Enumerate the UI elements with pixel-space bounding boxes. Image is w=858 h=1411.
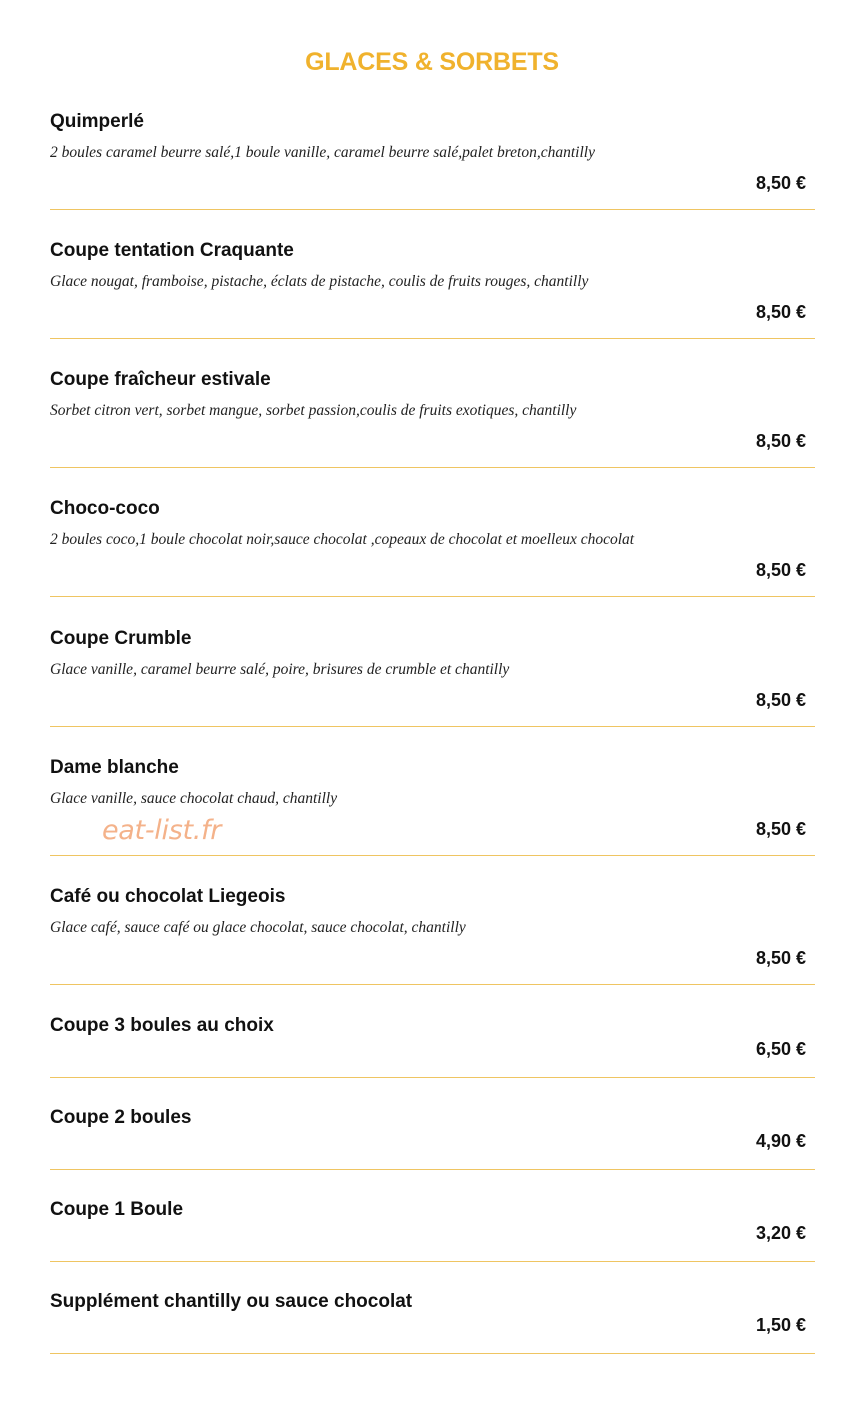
menu-item-quimperle <box>50 111 815 210</box>
item-description: 2 boules caramel beurre salé,1 boule vanille, caramel beurre salé,palet breton,chantilly <box>50 144 595 161</box>
item-price: 4,90 € <box>755 1131 806 1151</box>
menu-title: GLACES & SORBETS <box>305 48 559 76</box>
item-name: Café ou chocolat Liegeois <box>50 886 286 907</box>
item-description: Glace vanille, caramel beurre salé, poire, brisures de crumble et chantilly <box>50 661 510 678</box>
menu-item-cafe-ou-chocolat-liegeois <box>50 886 815 985</box>
item-description: Sorbet citron vert, sorbet mangue, sorbet passion,coulis de fruits exotiques, chantilly <box>50 402 577 419</box>
menu-item-coupe-2-boules <box>50 1107 815 1170</box>
item-price: 8,50 € <box>755 431 806 451</box>
menu-item-supplement <box>50 1291 815 1354</box>
menu-item-coupe-crumble <box>50 628 815 727</box>
item-description: 2 boules coco,1 boule chocolat noir,sauce chocolat ,copeaux de chocolat et moelleux chocolat <box>50 531 635 548</box>
item-description: Glace nougat, framboise, pistache, éclats de pistache, coulis de fruits rouges, chantilly <box>50 273 589 290</box>
item-name: Coupe fraîcheur estivale <box>50 369 271 390</box>
menu-item-coupe-1-boule <box>50 1199 815 1262</box>
menu-item-choco-coco <box>50 498 815 597</box>
item-description: Glace café, sauce café ou glace chocolat, sauce chocolat, chantilly <box>50 919 466 936</box>
item-description: Glace vanille, sauce chocolat chaud, chantilly <box>50 790 338 807</box>
item-name: Supplément chantilly ou sauce chocolat <box>50 1291 413 1312</box>
menu-item-coupe-fraicheur-estivale <box>50 369 815 468</box>
item-price: 6,50 € <box>755 1039 806 1059</box>
item-name: Coupe 2 boules <box>50 1107 192 1128</box>
watermark: eat-list.fr <box>102 815 222 846</box>
item-name: Quimperlé <box>50 111 144 132</box>
item-name: Coupe 3 boules au choix <box>50 1015 274 1036</box>
item-price: 8,50 € <box>755 560 806 580</box>
item-name: Coupe tentation Craquante <box>50 240 294 261</box>
item-name: Coupe 1 Boule <box>50 1199 184 1220</box>
item-name: Coupe Crumble <box>50 628 192 649</box>
item-price: 8,50 € <box>755 948 806 968</box>
item-price: 8,50 € <box>755 302 806 322</box>
menu-item-coupe-3-boules <box>50 1015 815 1078</box>
menu-item-coupe-tentation-craquante <box>50 240 815 339</box>
item-price: 3,20 € <box>755 1223 806 1243</box>
item-price: 8,50 € <box>755 819 806 839</box>
item-price: 8,50 € <box>755 690 806 710</box>
item-price: 8,50 € <box>755 173 806 193</box>
item-price: 1,50 € <box>755 1315 806 1335</box>
item-name: Choco-coco <box>50 498 160 519</box>
item-name: Dame blanche <box>50 757 179 778</box>
